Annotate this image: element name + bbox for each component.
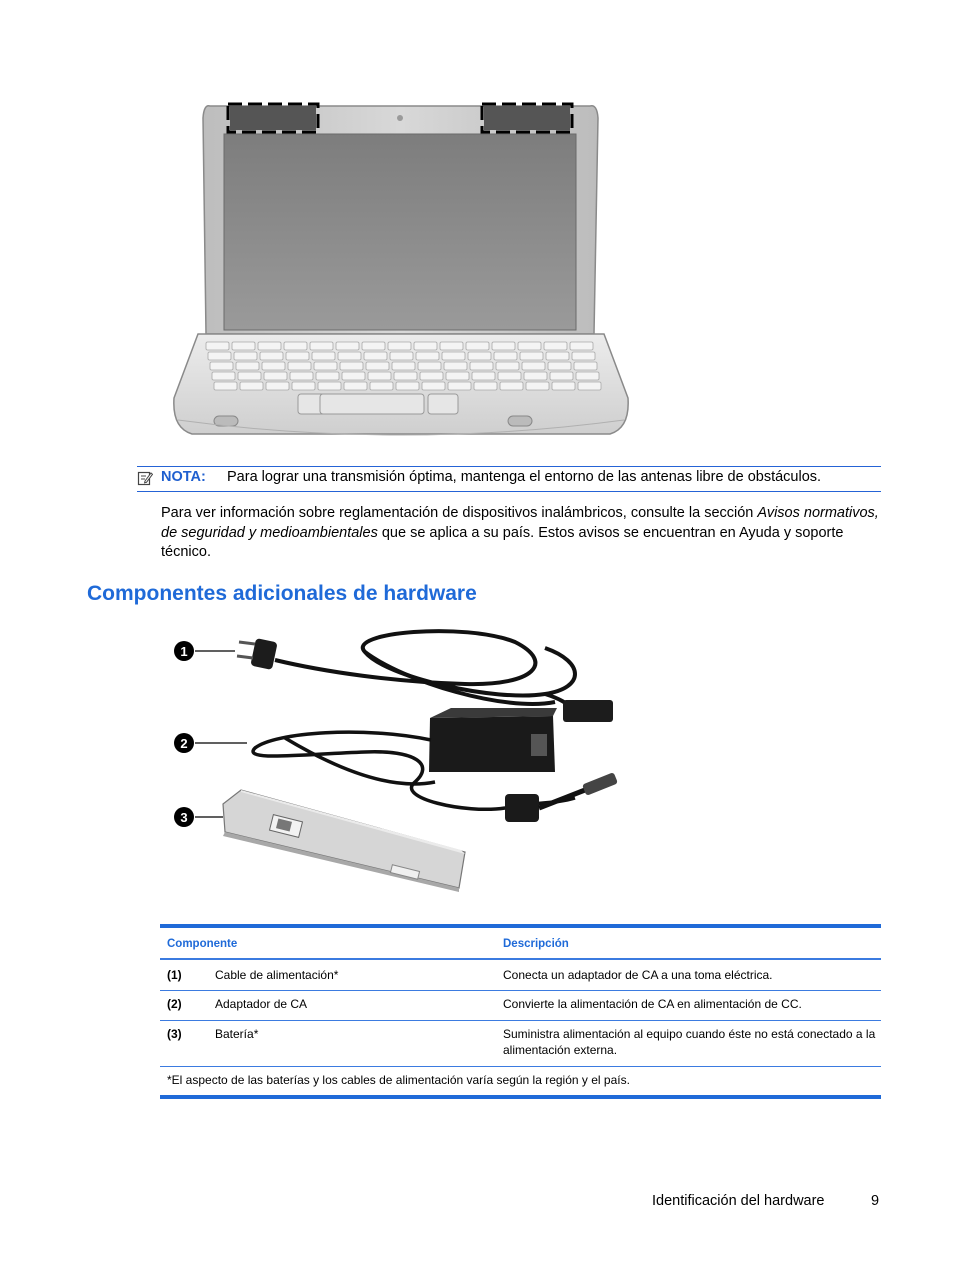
keyboard-key <box>474 382 497 390</box>
keyboard-key <box>446 372 469 380</box>
table-footnote: *El aspecto de las baterías y los cables de alimentación varía según la región y el país. <box>167 1073 630 1087</box>
keyboard-key <box>498 372 521 380</box>
section-heading: Componentes adicionales de hardware <box>87 582 477 605</box>
keyboard-key <box>570 342 593 350</box>
keyboard-key <box>552 382 575 390</box>
keyboard-key <box>206 342 229 350</box>
keyboard-key <box>212 372 235 380</box>
note-text: Para lograr una transmisión óptima, mantenga el entorno de las antenas libre de obstáculos. <box>227 469 822 485</box>
row-1-description: Conecta un adaptador de CA a una toma eléctrica. <box>503 968 773 982</box>
keyboard-key <box>468 352 491 360</box>
keyboard-key <box>524 372 547 380</box>
keyboard-key <box>288 362 311 370</box>
keyboard-key <box>338 352 361 360</box>
keyboard-key <box>448 382 471 390</box>
keyboard-key <box>262 362 285 370</box>
row-1-number: (1) <box>167 968 182 982</box>
keyboard-key <box>214 382 237 390</box>
keyboard-key <box>572 352 595 360</box>
row-2-number: (2) <box>167 997 182 1011</box>
keyboard-key <box>416 352 439 360</box>
keyboard-key <box>238 372 261 380</box>
keyboard-key <box>318 382 341 390</box>
table-top-rule <box>160 924 881 928</box>
header-rule <box>160 958 881 960</box>
keyboard-key <box>396 382 419 390</box>
keyboard-key <box>286 352 309 360</box>
keyboard-key <box>366 362 389 370</box>
keyboard-key <box>526 382 549 390</box>
paragraph-italic-title: Avisos normativos, de seguridad y medioambientales <box>161 505 879 541</box>
keyboard-key <box>208 352 231 360</box>
keyboard-key <box>210 362 233 370</box>
keyboard-key <box>340 362 363 370</box>
keyboard-key <box>232 342 255 350</box>
keyboard-key <box>310 342 333 350</box>
keyboard-key <box>368 372 391 380</box>
keyboard-key <box>314 362 337 370</box>
callout-2-number: 2 <box>180 736 188 751</box>
row-3-number: (3) <box>167 1027 182 1041</box>
laptop-antenna-figure <box>170 98 632 440</box>
keyboard-key <box>574 362 597 370</box>
keyboard-key <box>236 362 259 370</box>
keyboard-key <box>472 372 495 380</box>
keyboard-key <box>260 352 283 360</box>
row-2-component: Adaptador de CA <box>215 997 308 1011</box>
keyboard-key <box>362 342 385 350</box>
keyboard-key <box>390 352 413 360</box>
table-bottom-rule <box>160 1095 881 1099</box>
paragraph-text: Para ver información sobre reglamentación de dispositivos inalámbricos, consulte la sección <box>161 505 758 521</box>
keyboard-key <box>442 352 465 360</box>
keyboard-key <box>342 372 365 380</box>
note-pencil-icon <box>137 470 153 486</box>
keyboard-key <box>284 342 307 350</box>
keyboard-key <box>470 362 493 370</box>
regulatory-paragraph <box>161 504 885 563</box>
callout-3-number: 3 <box>180 810 188 825</box>
components-table <box>160 924 881 1100</box>
keyboard-key <box>290 372 313 380</box>
keyboard-key <box>264 372 287 380</box>
keyboard-key <box>370 382 393 390</box>
keyboard-key <box>394 372 417 380</box>
keyboard-key <box>414 342 437 350</box>
hardware-components-figure <box>165 622 635 898</box>
keyboard-key <box>466 342 489 350</box>
header-description: Descripción <box>503 938 569 950</box>
keyboard-key <box>440 342 463 350</box>
keyboard-key <box>496 362 519 370</box>
keyboard-key <box>548 362 571 370</box>
keyboard-key <box>392 362 415 370</box>
row-3-description: Suministra alimentación al equipo cuando éste no está conectado a la alimentación externa. <box>503 1027 876 1057</box>
keyboard-key <box>520 352 543 360</box>
row-3-component: Batería* <box>215 1027 259 1041</box>
keyboard-key <box>312 352 335 360</box>
keyboard-key <box>544 342 567 350</box>
keyboard-key <box>234 352 257 360</box>
keyboard-key <box>316 372 339 380</box>
keyboard-key <box>420 372 443 380</box>
page-number: 9 <box>871 1193 880 1209</box>
keyboard-key <box>522 362 545 370</box>
callout-1-number: 1 <box>180 644 188 659</box>
keyboard-key <box>444 362 467 370</box>
keyboard-key <box>492 342 515 350</box>
row-rule <box>160 1066 881 1067</box>
keyboard-key <box>422 382 445 390</box>
keyboard-key <box>494 352 517 360</box>
row-rule <box>160 1020 881 1021</box>
paragraph-text-end: que se aplica a su país. Estos avisos se encuentran en Ayuda y soporte técnico. <box>161 524 844 560</box>
keyboard-key <box>258 342 281 350</box>
row-2-description: Convierte la alimentación de CA en alimentación de CC. <box>503 997 802 1011</box>
header-component: Componente <box>167 938 238 950</box>
keyboard-key <box>578 382 601 390</box>
row-1-component: Cable de alimentación* <box>215 968 339 982</box>
keyboard-key <box>500 382 523 390</box>
keyboard-key <box>418 362 441 370</box>
keyboard-key <box>546 352 569 360</box>
keyboard-key <box>344 382 367 390</box>
row-rule <box>160 990 881 991</box>
keyboard-key <box>550 372 573 380</box>
keyboard-key <box>240 382 263 390</box>
keyboard-key <box>266 382 289 390</box>
footer-chapter-title: Identificación del hardware <box>652 1193 825 1209</box>
keyboard-key <box>364 352 387 360</box>
keyboard-key <box>576 372 599 380</box>
keyboard-key <box>388 342 411 350</box>
keyboard-key <box>518 342 541 350</box>
keyboard-key <box>292 382 315 390</box>
keyboard-key <box>336 342 359 350</box>
note-label: NOTA: <box>161 469 206 485</box>
